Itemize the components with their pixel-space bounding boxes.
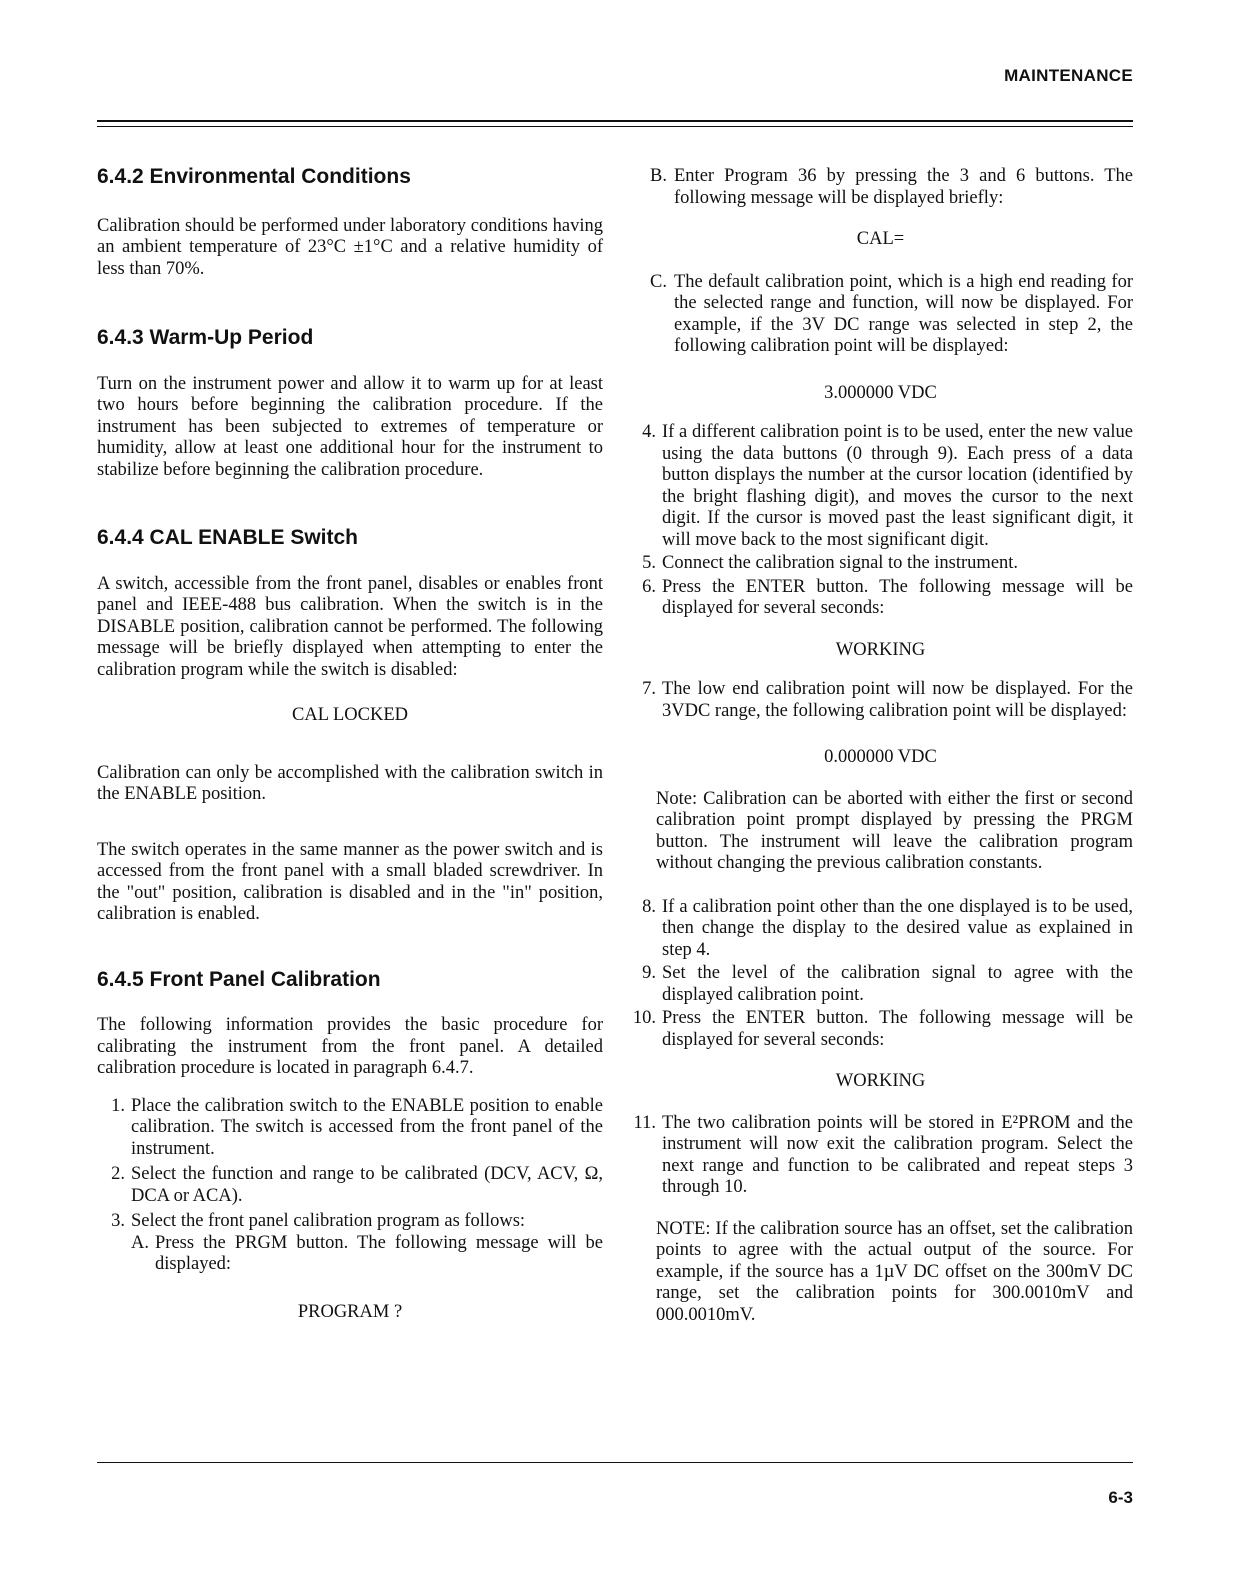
footer-rule bbox=[97, 1462, 1133, 1463]
list-item-text: Place the calibration switch to the ENABLE position to enable calibration. The switch is accessed from the front panel of the instrument. bbox=[131, 1095, 603, 1159]
message-working: WORKING bbox=[835, 639, 926, 660]
list-item-number: 5. bbox=[642, 553, 656, 573]
list-item-text: The two calibration points will be stored in E²PROM and the instrument will now exit the calibration program. Select the next range and function to be calibrated and repeat steps 3 through 10. bbox=[662, 1112, 1133, 1197]
list-item bbox=[628, 963, 1133, 1006]
sub-item bbox=[650, 272, 1133, 358]
list-item-text: If a different calibration point is to be used, enter the new value using the data buttons (0 through 9). Each press of a data button displays the number at the cursor location (identified by the bright flashing digit), and moves the cursor to the next digit. If the cursor is moved past the least significant digit, it will move back to the most significant digit. bbox=[662, 422, 1133, 550]
heading-cal-enable-switch: 6.4.4 CAL ENABLE Switch bbox=[97, 526, 359, 549]
list-item-text: The low end calibration point will now be displayed. For the 3VDC range, the following calibration point will be displayed: bbox=[662, 679, 1133, 721]
message-high-point: 3.000000 VDC bbox=[824, 382, 937, 403]
list-item-text: Press the ENTER button. The following message will be displayed for several seconds: bbox=[662, 1008, 1133, 1050]
message-working: WORKING bbox=[835, 1071, 926, 1091]
list-item-text bbox=[131, 1211, 603, 1276]
list-item-intro: Select the front panel calibration program as follows: bbox=[131, 1211, 526, 1231]
message-cal-locked: CAL LOCKED bbox=[292, 705, 408, 725]
list-item bbox=[97, 1211, 603, 1276]
list-item bbox=[628, 897, 1133, 962]
paragraph-warm-up: Turn on the instrument power and allow it to warm up for at least two hours before beginning the calibration procedure. If the instrument has been subjected to extremes of temperature or humidity, allow at least one additional hour for the instrument to stabilize before beginning the calibration procedure. bbox=[97, 373, 603, 480]
paragraph-cal-switch: A switch, accessible from the front panel, disables or enables front panel and IEEE-488 bus calibration. When the switch is in the DISABLE position, calibration cannot be performed. The following message will be briefly displayed when attempting to enter the calibration program while the switch is disabled: bbox=[97, 573, 603, 680]
list-item-text: Press the ENTER button. The following message will be displayed for several seconds: bbox=[662, 576, 1133, 618]
list-item-text: Select the function and range to be calibrated (DCV, ACV, Ω, DCA or ACA). bbox=[131, 1164, 603, 1206]
sub-item-text: Enter Program 36 by pressing the 3 and 6 buttons. The following message will be displayed briefly: bbox=[674, 166, 1133, 208]
heading-warm-up-period: 6.4.3 Warm-Up Period bbox=[97, 326, 314, 349]
list-item-number: 8. bbox=[642, 896, 656, 917]
sub-item bbox=[131, 1233, 603, 1276]
sub-item-label: B. bbox=[650, 166, 667, 186]
message-program: PROGRAM ? bbox=[297, 1301, 403, 1322]
message-cal: CAL= bbox=[856, 229, 905, 249]
list-item-number: 10. bbox=[632, 1008, 656, 1028]
running-header: MAINTENANCE bbox=[1004, 66, 1133, 85]
list-item-number: 7. bbox=[642, 679, 656, 699]
left-column bbox=[97, 166, 603, 1323]
list-item-number: 11. bbox=[633, 1112, 656, 1133]
list-item-number: 4. bbox=[642, 422, 656, 442]
list-item-number: 6. bbox=[642, 576, 656, 597]
list-item-text: If a calibration point other than the one displayed is to be used, then change the display to the desired value as explained in step 4. bbox=[662, 896, 1133, 960]
list-item bbox=[628, 679, 1133, 722]
sub-item-text: Press the PRGM button. The following message will be displayed: bbox=[155, 1232, 603, 1274]
list-item-number: 3. bbox=[111, 1211, 125, 1231]
note-abort: Note: Calibration can be aborted with either the first or second calibration point prompt displayed by pressing the PRGM button. The instrument will leave the calibration program without changing the previous calibration constants. bbox=[656, 788, 1133, 873]
paragraph-environmental: Calibration should be performed under laboratory conditions having an ambient temperature of 23°C ±1°C and a relative humidity of less than 70%. bbox=[97, 215, 603, 279]
list-item bbox=[628, 422, 1133, 551]
message-low-point: 0.000000 VDC bbox=[824, 747, 937, 767]
paragraph-front-panel-intro: The following information provides the basic procedure for calibrating the instrument from the front panel. A detailed calibration procedure is located in paragraph 6.4.7. bbox=[97, 1015, 603, 1078]
list-item-text: Set the level of the calibration signal to agree with the displayed calibration point. bbox=[662, 963, 1133, 1005]
sub-item bbox=[650, 166, 1133, 209]
list-item-number: 9. bbox=[642, 963, 656, 983]
list-item bbox=[628, 553, 1133, 575]
sub-item-text: The default calibration point, which is a high end reading for the selected range and function, will now be displayed. For example, if the 3V DC range was selected in step 2, the following calibration point will be displayed: bbox=[674, 271, 1133, 356]
list-item-text: Connect the calibration signal to the instrument. bbox=[662, 553, 1019, 573]
list-item bbox=[628, 577, 1133, 620]
page-number: 6-3 bbox=[1108, 1488, 1133, 1507]
list-item bbox=[628, 1008, 1133, 1051]
list-item bbox=[97, 1096, 603, 1161]
heading-front-panel-calibration: 6.4.5 Front Panel Calibration bbox=[97, 967, 381, 991]
note-offset: NOTE: If the calibration source has an offset, set the calibration points to agree with the actual output of the source. For example, if the source has a 1µV DC offset on the 300mV DC range, set the calibration points for 300.0010mV and 000.0010mV. bbox=[656, 1218, 1133, 1325]
right-column bbox=[628, 166, 1133, 1326]
paragraph-switch-operation: The switch operates in the same manner as the power switch and is accessed from the front panel with a small bladed screwdriver. In the "out" position, calibration is disabled and in the "in" position, calibration is enabled. bbox=[97, 839, 603, 924]
heading-environmental-conditions: 6.4.2 Environmental Conditions bbox=[97, 165, 411, 188]
list-item-number: 2. bbox=[111, 1164, 125, 1184]
list-item-number: 1. bbox=[111, 1095, 125, 1116]
header-rule-secondary bbox=[97, 126, 1133, 127]
list-item bbox=[97, 1164, 603, 1207]
paragraph-cal-enable-only: Calibration can only be accomplished with the calibration switch in the ENABLE position. bbox=[97, 762, 603, 804]
sub-item-label: A. bbox=[131, 1232, 149, 1253]
list-item bbox=[628, 1113, 1133, 1199]
header-rule bbox=[97, 120, 1133, 122]
sub-item-label: C. bbox=[650, 271, 667, 292]
